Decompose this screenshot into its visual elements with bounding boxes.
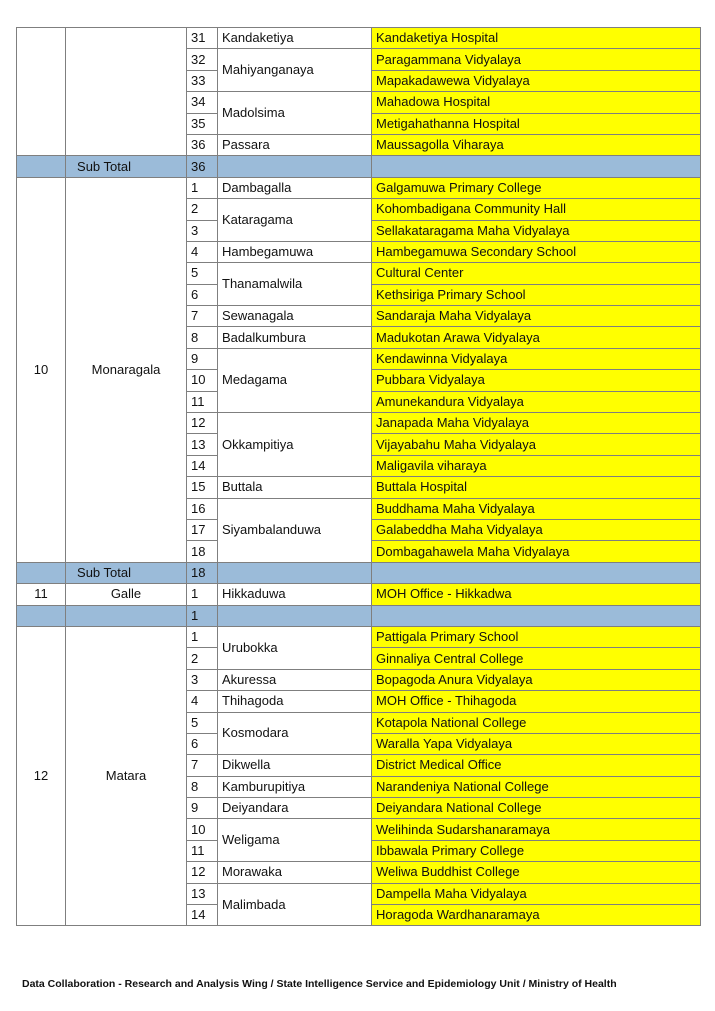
- district-no-cell: 10: [17, 177, 66, 562]
- subtotal-count: 1: [187, 605, 218, 626]
- index-cell: 7: [187, 306, 218, 327]
- division-cell: Kataragama: [218, 199, 372, 242]
- division-cell: Akuressa: [218, 669, 372, 690]
- district-cell: Monaragala: [66, 177, 187, 562]
- location-cell: Ibbawala Primary College: [372, 840, 701, 861]
- index-cell: 31: [187, 28, 218, 49]
- table-row: [17, 28, 701, 49]
- index-cell: 17: [187, 519, 218, 540]
- location-cell: Pubbara Vidyalaya: [372, 370, 701, 391]
- division-cell: Kamburupitiya: [218, 776, 372, 797]
- index-cell: 5: [187, 712, 218, 733]
- location-cell: Waralla Yapa Vidyalaya: [372, 733, 701, 754]
- location-cell: Pattigala Primary School: [372, 626, 701, 647]
- location-cell: Paragammana Vidyalaya: [372, 49, 701, 70]
- index-cell: 12: [187, 413, 218, 434]
- index-cell: 35: [187, 113, 218, 134]
- index-cell: 13: [187, 434, 218, 455]
- subtotal-label: Sub Total: [66, 156, 187, 177]
- division-cell: Buttala: [218, 477, 372, 498]
- location-cell: Bopagoda Anura Vidyalaya: [372, 669, 701, 690]
- subtotal-blank-cell: [372, 156, 701, 177]
- division-cell: Hikkaduwa: [218, 584, 372, 605]
- subtotal-row: [17, 562, 701, 583]
- index-cell: 9: [187, 798, 218, 819]
- subtotal-row: [17, 156, 701, 177]
- subtotal-blank-cell: [372, 562, 701, 583]
- district-cell: Matara: [66, 626, 187, 925]
- index-cell: 3: [187, 669, 218, 690]
- location-cell: Kendawinna Vidyalaya: [372, 348, 701, 369]
- subtotal-row: [17, 605, 701, 626]
- index-cell: 7: [187, 755, 218, 776]
- location-cell: Deiyandara National College: [372, 798, 701, 819]
- index-cell: 33: [187, 70, 218, 91]
- index-cell: 13: [187, 883, 218, 904]
- division-cell: Urubokka: [218, 626, 372, 669]
- division-cell: Dikwella: [218, 755, 372, 776]
- location-cell: Dombagahawela Maha Vidyalaya: [372, 541, 701, 562]
- subtotal-blank-cell: [218, 562, 372, 583]
- index-cell: 32: [187, 49, 218, 70]
- location-cell: District Medical Office: [372, 755, 701, 776]
- division-cell: Dambagalla: [218, 177, 372, 198]
- index-cell: 36: [187, 134, 218, 155]
- division-cell: Malimbada: [218, 883, 372, 926]
- location-cell: Welihinda Sudarshanaramaya: [372, 819, 701, 840]
- location-cell: Maussagolla Viharaya: [372, 134, 701, 155]
- district-cell: Galle: [66, 584, 187, 605]
- footer-credit: Data Collaboration - Research and Analysis Wing / State Intelligence Service and Epidemiology Unit / Ministry of Health: [22, 978, 617, 990]
- location-cell: MOH Office - Hikkadwa: [372, 584, 701, 605]
- index-cell: 6: [187, 284, 218, 305]
- location-cell: Hambegamuwa Secondary School: [372, 241, 701, 262]
- district-no-cell: 12: [17, 626, 66, 925]
- index-cell: 1: [187, 177, 218, 198]
- location-cell: Madukotan Arawa Vidyalaya: [372, 327, 701, 348]
- index-cell: 34: [187, 92, 218, 113]
- index-cell: 15: [187, 477, 218, 498]
- index-cell: 1: [187, 584, 218, 605]
- index-cell: 11: [187, 840, 218, 861]
- location-cell: Narandeniya National College: [372, 776, 701, 797]
- index-cell: 3: [187, 220, 218, 241]
- subtotal-label: Sub Total: [66, 562, 187, 583]
- division-cell: Medagama: [218, 348, 372, 412]
- table-row: [17, 626, 701, 647]
- table-row: [17, 584, 701, 605]
- location-cell: Buddhama Maha Vidyalaya: [372, 498, 701, 519]
- location-cell: Dampella Maha Vidyalaya: [372, 883, 701, 904]
- index-cell: 11: [187, 391, 218, 412]
- subtotal-blank-cell: [372, 605, 701, 626]
- subtotal-label: [66, 605, 187, 626]
- location-cell: Kethsiriga Primary School: [372, 284, 701, 305]
- index-cell: 2: [187, 199, 218, 220]
- location-cell: Amunekandura Vidyalaya: [372, 391, 701, 412]
- index-cell: 8: [187, 327, 218, 348]
- index-cell: 12: [187, 862, 218, 883]
- subtotal-count: 36: [187, 156, 218, 177]
- location-cell: Ginnaliya Central College: [372, 648, 701, 669]
- division-cell: Okkampitiya: [218, 413, 372, 477]
- division-cell: Sewanagala: [218, 306, 372, 327]
- district-no-cell: [17, 28, 66, 156]
- subtotal-blank-cell: [17, 562, 66, 583]
- index-cell: 8: [187, 776, 218, 797]
- subtotal-count: 18: [187, 562, 218, 583]
- location-cell: Janapada Maha Vidyalaya: [372, 413, 701, 434]
- location-cell: Metigahathanna Hospital: [372, 113, 701, 134]
- location-cell: Vijayabahu Maha Vidyalaya: [372, 434, 701, 455]
- location-cell: Galgamuwa Primary College: [372, 177, 701, 198]
- index-cell: 9: [187, 348, 218, 369]
- subtotal-blank-cell: [218, 605, 372, 626]
- district-no-cell: 11: [17, 584, 66, 605]
- index-cell: 4: [187, 241, 218, 262]
- subtotal-blank-cell: [17, 156, 66, 177]
- location-cell: Buttala Hospital: [372, 477, 701, 498]
- index-cell: 2: [187, 648, 218, 669]
- division-cell: Thihagoda: [218, 691, 372, 712]
- subtotal-blank-cell: [218, 156, 372, 177]
- location-cell: Mapakadawewa Vidyalaya: [372, 70, 701, 91]
- division-cell: Siyambalanduwa: [218, 498, 372, 562]
- location-cell: Kohombadigana Community Hall: [372, 199, 701, 220]
- division-cell: Thanamalwila: [218, 263, 372, 306]
- division-cell: Kandaketiya: [218, 28, 372, 49]
- index-cell: 14: [187, 905, 218, 926]
- index-cell: 16: [187, 498, 218, 519]
- index-cell: 1: [187, 626, 218, 647]
- location-cell: Horagoda Wardhanaramaya: [372, 905, 701, 926]
- division-cell: Passara: [218, 134, 372, 155]
- location-cell: Mahadowa Hospital: [372, 92, 701, 113]
- index-cell: 4: [187, 691, 218, 712]
- division-cell: Morawaka: [218, 862, 372, 883]
- location-cell: Weliwa Buddhist College: [372, 862, 701, 883]
- index-cell: 10: [187, 370, 218, 391]
- index-cell: 14: [187, 455, 218, 476]
- location-cell: Sellakataragama Maha Vidyalaya: [372, 220, 701, 241]
- division-cell: Deiyandara: [218, 798, 372, 819]
- locations-table: [16, 27, 701, 926]
- division-cell: Hambegamuwa: [218, 241, 372, 262]
- division-cell: Mahiyanganaya: [218, 49, 372, 92]
- location-cell: Sandaraja Maha Vidyalaya: [372, 306, 701, 327]
- location-cell: MOH Office - Thihagoda: [372, 691, 701, 712]
- division-cell: Madolsima: [218, 92, 372, 135]
- index-cell: 6: [187, 733, 218, 754]
- district-cell: [66, 28, 187, 156]
- division-cell: Weligama: [218, 819, 372, 862]
- location-cell: Maligavila viharaya: [372, 455, 701, 476]
- division-cell: Kosmodara: [218, 712, 372, 755]
- location-cell: Galabeddha Maha Vidyalaya: [372, 519, 701, 540]
- index-cell: 5: [187, 263, 218, 284]
- location-cell: Kandaketiya Hospital: [372, 28, 701, 49]
- table-row: [17, 177, 701, 198]
- subtotal-blank-cell: [17, 605, 66, 626]
- location-cell: Kotapola National College: [372, 712, 701, 733]
- index-cell: 18: [187, 541, 218, 562]
- index-cell: 10: [187, 819, 218, 840]
- location-cell: Cultural Center: [372, 263, 701, 284]
- division-cell: Badalkumbura: [218, 327, 372, 348]
